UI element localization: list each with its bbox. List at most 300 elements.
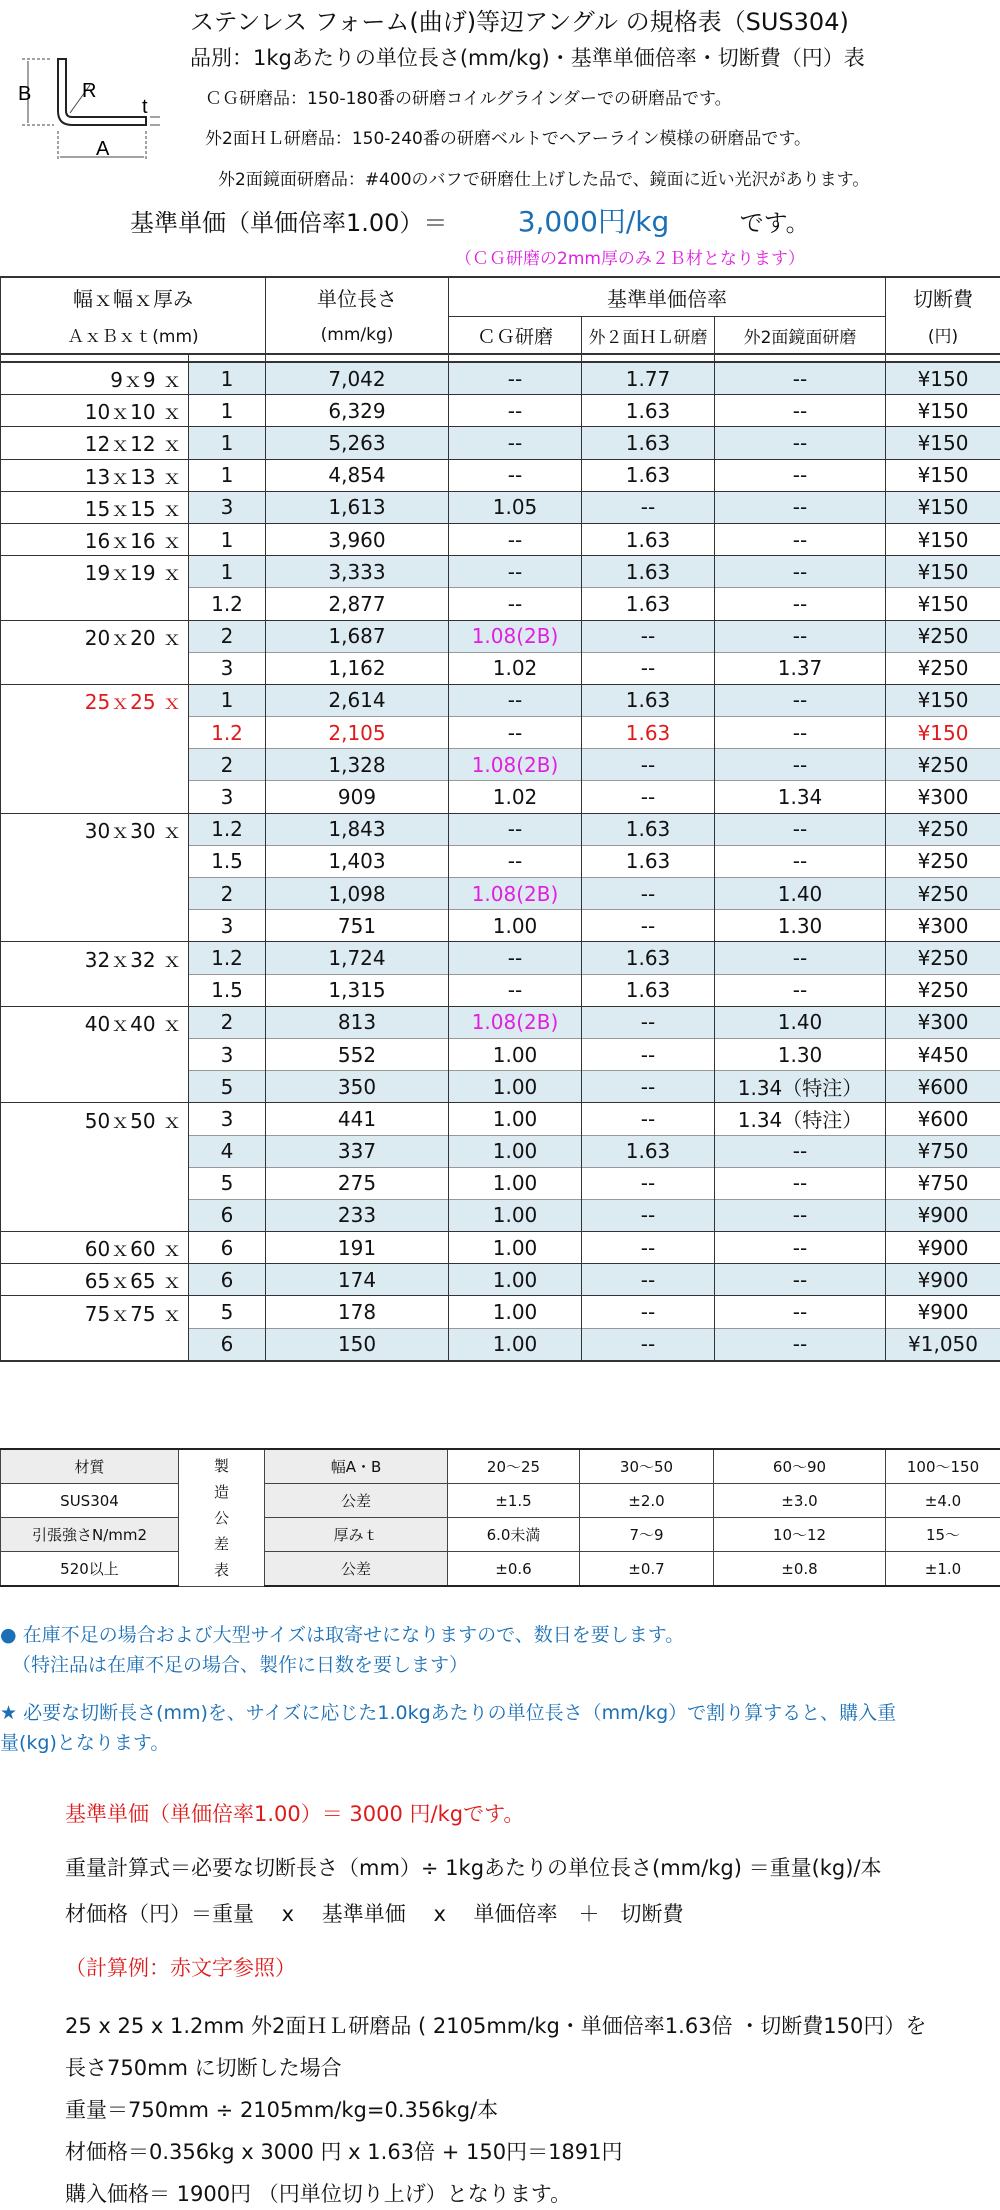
cut-fee-cell: ¥300 [886,781,1000,813]
base-rate-label: 基準単価（単価倍率1.00）＝ [130,209,448,237]
table-row [1,781,1000,813]
table-row [1,717,1000,749]
cut-fee-cell: ¥150 [886,588,1000,620]
base-rate-suffix: です。 [739,209,810,237]
header-unit-length: 単位長さ [266,277,449,317]
mirror-rate-cell: 1.40 [715,1006,886,1038]
label-a: A [96,138,110,160]
mirror-rate-cell: -- [715,717,886,749]
cg-rate-cell: 1.02 [449,781,582,813]
cg-rate-cell: -- [449,684,582,716]
cut-fee-cell: ¥250 [886,845,1000,877]
unit-length-cell: 1,843 [266,813,449,845]
thick-tol: ±0.6 [448,1552,580,1587]
cg-rate-cell: 1.00 [449,1167,582,1199]
mirror-rate-cell: -- [715,427,886,459]
hl-rate-cell: -- [582,1071,715,1103]
cg-rate-cell: 1.02 [449,652,582,684]
size-cell [1,717,189,749]
thickness-cell: 1 [189,556,266,588]
mirror-rate-cell: -- [715,362,886,395]
size-cell: 50ｘ50 ｘ [1,1103,189,1135]
mirror-rate-cell: -- [715,974,886,1006]
cg-rate-cell: -- [449,556,582,588]
unit-length-cell: 751 [266,910,449,942]
header-hl: 外２面ＨＬ研磨 [582,317,715,355]
hl-rate-cell: 1.63 [582,974,715,1006]
cut-fee-cell: ¥1,050 [886,1328,1000,1361]
table-row [1,1232,1000,1264]
mirror-rate-cell: -- [715,1328,886,1361]
size-cell [1,1167,189,1199]
size-cell: 16ｘ16 ｘ [1,523,189,555]
thick-range: 6.0未満 [448,1518,580,1552]
hl-rate-cell: -- [582,1232,715,1264]
mirror-rate-cell: -- [715,588,886,620]
tensile-value: 520以上 [1,1552,179,1587]
header-cg: ＣＧ研磨 [449,317,582,355]
header-size-sub: ＡｘＢｘｔ(mm) [1,317,266,355]
calc-note-2: 量(kg)となります。 [0,1732,170,1754]
width-tol: ±4.0 [886,1484,1000,1518]
hl-rate-cell: -- [582,749,715,781]
thickness-cell: 1.5 [189,845,266,877]
cg-rate-cell: -- [449,974,582,1006]
cg-rate-cell: -- [449,717,582,749]
cg-rate-cell: -- [449,845,582,877]
cg-rate-cell: 1.00 [449,1135,582,1167]
thickness-cell: 1 [189,684,266,716]
size-cell [1,1135,189,1167]
size-cell [1,588,189,620]
unit-length-cell: 6,329 [266,395,449,427]
thickness-cell: 3 [189,910,266,942]
mirror-rate-cell: -- [715,1199,886,1231]
table-row [1,813,1000,845]
mirror-rate-cell: -- [715,1167,886,1199]
table-row [1,395,1000,427]
mirror-rate-cell: -- [715,556,886,588]
tolerance-table [0,1448,1000,1587]
cut-fee-cell: ¥600 [886,1103,1000,1135]
width-tol: ±2.0 [580,1484,714,1518]
hl-rate-cell: 1.63 [582,717,715,749]
cut-fee-cell: ¥150 [886,395,1000,427]
table-row [1,427,1000,459]
thickness-cell: 6 [189,1328,266,1361]
table-row [1,942,1000,974]
table-row [1,878,1000,910]
cut-fee-cell: ¥250 [886,749,1000,781]
cut-fee-cell: ¥150 [886,684,1000,716]
size-cell: 13ｘ13 ｘ [1,459,189,491]
base-rate-value: 3,000円/kg [517,205,670,238]
table-row [1,1296,1000,1328]
hl-rate-cell: -- [582,910,715,942]
size-cell [1,1328,189,1361]
unit-length-cell: 1,724 [266,942,449,974]
stock-note-1: ● 在庫不足の場合および大型サイズは取寄せになりますので、数日を要します。 [0,1624,685,1646]
cut-fee-cell: ¥250 [886,878,1000,910]
cut-fee-cell: ¥250 [886,942,1000,974]
thickness-cell: 2 [189,749,266,781]
cg-rate-cell: 1.00 [449,910,582,942]
size-cell [1,1199,189,1231]
size-cell: 40ｘ40 ｘ [1,1006,189,1038]
thickness-cell: 1 [189,395,266,427]
mirror-rate-cell: -- [715,845,886,877]
mirror-rate-cell: 1.30 [715,910,886,942]
hl-rate-cell: 1.63 [582,427,715,459]
calc-example-1: 25 x 25 x 1.2mm 外2面ＨＬ研磨品 ( 2105mm/kg・単価倍率1.63倍 ・切断費150円）を [65,2014,927,2038]
thickness-cell: 6 [189,1264,266,1296]
hl-rate-cell: -- [582,1296,715,1328]
width-range: 20〜25 [448,1449,580,1484]
calc-example-5: 購入価格＝ 1900円 （円単位切り上げ）となります。 [65,2182,572,2206]
cg-rate-cell: 1.08(2B) [449,878,582,910]
cg-rate-cell: -- [449,362,582,395]
size-cell: 9ｘ9 ｘ [1,362,189,395]
page-subtitle: 品別：1kgあたりの単位長さ(mm/kg)・基準単価倍率・切断費（円）表 [190,46,865,70]
cut-fee-cell: ¥450 [886,1038,1000,1070]
thickness-cell: 1.2 [189,717,266,749]
size-cell: 19ｘ19 ｘ [1,556,189,588]
table-row [1,910,1000,942]
stock-note-2: （特注品は在庫不足の場合、製作に日数を要します） [12,1654,469,1676]
angle-diagram [14,55,164,170]
thickness-cell: 3 [189,781,266,813]
table-row [1,1038,1000,1070]
hl-rate-cell: 1.63 [582,845,715,877]
hl-rate-cell: -- [582,1006,715,1038]
cut-fee-cell: ¥150 [886,717,1000,749]
cut-fee-cell: ¥900 [886,1199,1000,1231]
hl-rate-cell: -- [582,1167,715,1199]
note-hl: 外2面ＨＬ研磨品：150-240番の研磨ベルトでヘアーライン模様の研磨品です。 [205,129,811,149]
hl-rate-cell: -- [582,620,715,652]
thickness-cell: 1 [189,362,266,395]
cut-fee-cell: ¥300 [886,1006,1000,1038]
unit-length-cell: 1,162 [266,652,449,684]
width-tol: ±1.5 [448,1484,580,1518]
hl-rate-cell: 1.63 [582,556,715,588]
header-cut-fee-sub: (円) [886,317,1000,355]
cg-rate-cell: 1.00 [449,1264,582,1296]
cut-fee-cell: ¥900 [886,1232,1000,1264]
tol-label: 公差 [265,1552,448,1587]
thick-tol: ±0.7 [580,1552,714,1587]
cg-rate-cell: -- [449,427,582,459]
header-unit-length-sub: (mm/kg) [266,317,449,355]
unit-length-cell: 2,877 [266,588,449,620]
unit-length-cell: 4,854 [266,459,449,491]
hl-rate-cell: 1.63 [582,523,715,555]
hl-rate-cell: -- [582,1038,715,1070]
thickness-cell: 2 [189,620,266,652]
width-range: 100〜150 [886,1449,1000,1484]
cg-rate-cell: 1.05 [449,491,582,523]
table-row [1,684,1000,716]
unit-length-cell: 7,042 [266,362,449,395]
unit-length-cell: 337 [266,1135,449,1167]
label-b: B [18,83,32,105]
mirror-rate-cell: -- [715,1135,886,1167]
hl-rate-cell: 1.63 [582,395,715,427]
table-row [1,749,1000,781]
unit-length-cell: 2,614 [266,684,449,716]
cut-fee-cell: ¥750 [886,1167,1000,1199]
size-cell: 12ｘ12 ｘ [1,427,189,459]
thickness-cell: 5 [189,1071,266,1103]
size-cell [1,749,189,781]
cg-rate-cell: 1.08(2B) [449,620,582,652]
unit-length-cell: 1,687 [266,620,449,652]
cut-fee-cell: ¥250 [886,974,1000,1006]
hl-rate-cell: -- [582,491,715,523]
width-label: 幅A・B [265,1449,448,1484]
size-cell [1,781,189,813]
note-cg: ＣＧ研磨品：150-180番の研磨コイルグラインダーでの研磨品です。 [205,89,732,109]
hl-rate-cell: -- [582,1199,715,1231]
table-row [1,974,1000,1006]
header-mirror: 外2面鏡面研磨 [715,317,886,355]
cg-rate-cell: 1.00 [449,1199,582,1231]
thick-label: 厚みｔ [265,1518,448,1552]
table-row [1,1167,1000,1199]
vertical-label: 製 造 公 差 表 [179,1449,265,1586]
hl-rate-cell: -- [582,878,715,910]
unit-length-cell: 3,333 [266,556,449,588]
size-cell: 75ｘ75 ｘ [1,1296,189,1328]
cut-fee-cell: ¥250 [886,652,1000,684]
table-row [1,1328,1000,1361]
cut-fee-cell: ¥750 [886,1135,1000,1167]
calc-example-2: 長さ750mm に切断した場合 [65,2056,342,2080]
cg-rate-cell: 1.08(2B) [449,1006,582,1038]
mirror-rate-cell: 1.34（特注） [715,1071,886,1103]
calc-example-label: （計算例：赤文字参照） [65,1956,296,1980]
mirror-rate-cell: -- [715,1264,886,1296]
hl-rate-cell: 1.63 [582,588,715,620]
cut-fee-cell: ¥900 [886,1264,1000,1296]
calc-formula-weight: 重量計算式＝必要な切断長さ（mm）÷ 1kgあたりの単位長さ(mm/kg) ＝重量(kg)/本 [65,1856,882,1880]
unit-length-cell: 1,403 [266,845,449,877]
size-cell: 15ｘ15 ｘ [1,491,189,523]
unit-length-cell: 174 [266,1264,449,1296]
thick-tol: ±1.0 [886,1552,1000,1587]
cg-rate-cell: 1.00 [449,1328,582,1361]
width-range: 60〜90 [714,1449,886,1484]
thickness-cell: 3 [189,491,266,523]
unit-length-cell: 150 [266,1328,449,1361]
table-row [1,1199,1000,1231]
table-row [1,1264,1000,1296]
mirror-rate-cell: -- [715,749,886,781]
cg-rate-cell: 1.00 [449,1071,582,1103]
width-tol: ±3.0 [714,1484,886,1518]
page-title: ステンレス フォーム(曲げ)等辺アングル の規格表（SUS304) [190,8,849,36]
thickness-cell: 1 [189,523,266,555]
calc-example-3: 重量＝750mm ÷ 2105mm/kg=0.356kg/本 [65,2098,499,2122]
label-r: R [82,80,97,102]
thickness-cell: 5 [189,1167,266,1199]
thick-range: 10〜12 [714,1518,886,1552]
thick-range: 7〜9 [580,1518,714,1552]
cg-rate-cell: -- [449,942,582,974]
size-cell [1,1071,189,1103]
size-cell [1,910,189,942]
table-row [1,1071,1000,1103]
thickness-cell: 3 [189,1103,266,1135]
hl-rate-cell: 1.63 [582,942,715,974]
mirror-rate-cell: -- [715,620,886,652]
mirror-rate-cell: 1.40 [715,878,886,910]
cut-fee-cell: ¥150 [886,427,1000,459]
mirror-rate-cell: 1.37 [715,652,886,684]
unit-length-cell: 552 [266,1038,449,1070]
hl-rate-cell: 1.63 [582,459,715,491]
table-row [1,556,1000,588]
hl-rate-cell: -- [582,1328,715,1361]
mirror-rate-cell: 1.30 [715,1038,886,1070]
size-cell: 25ｘ25 ｘ [1,684,189,716]
calc-base: 基準単価（単価倍率1.00）＝ 3000 円/kgです。 [65,1802,525,1826]
unit-length-cell: 350 [266,1071,449,1103]
thickness-cell: 1 [189,427,266,459]
size-cell [1,878,189,910]
thick-range: 15〜 [886,1518,1000,1552]
unit-length-cell: 233 [266,1199,449,1231]
size-cell [1,1038,189,1070]
tol-label: 公差 [265,1484,448,1518]
mirror-rate-cell: -- [715,684,886,716]
unit-length-cell: 1,328 [266,749,449,781]
thickness-cell: 3 [189,652,266,684]
label-t: t [142,96,148,118]
table-row [1,1006,1000,1038]
cut-fee-cell: ¥600 [886,1071,1000,1103]
cg-rate-cell: 1.00 [449,1103,582,1135]
table-row [1,845,1000,877]
unit-length-cell: 3,960 [266,523,449,555]
cg-rate-cell: -- [449,523,582,555]
hl-rate-cell: 1.63 [582,813,715,845]
header-size: 幅ｘ幅ｘ厚み [1,277,266,317]
calc-example-4: 材価格＝0.356kg x 3000 円 x 1.63倍 + 150円＝1891円 [65,2140,623,2164]
thickness-cell: 1.5 [189,974,266,1006]
hl-rate-cell: 1.63 [582,1135,715,1167]
tensile-label: 引張強さN/mm2 [1,1518,179,1552]
table-row [1,652,1000,684]
unit-length-cell: 441 [266,1103,449,1135]
size-cell: 65ｘ65 ｘ [1,1264,189,1296]
thickness-cell: 3 [189,1038,266,1070]
header-base-rate: 基準単価倍率 [449,277,886,317]
thickness-cell: 1.2 [189,813,266,845]
cut-fee-cell: ¥150 [886,556,1000,588]
cg-rate-cell: -- [449,588,582,620]
unit-length-cell: 178 [266,1296,449,1328]
size-cell: 30ｘ30 ｘ [1,813,189,845]
width-range: 30〜50 [580,1449,714,1484]
calc-note-1: ★ 必要な切断長さ(mm)を、サイズに応じた1.0kgあたりの単位長さ（mm/kg）で割り算すると、購入重 [0,1702,897,1724]
base-rate-line [130,200,980,240]
cut-fee-cell: ¥300 [886,910,1000,942]
table-row [1,1103,1000,1135]
hl-rate-cell: 1.63 [582,684,715,716]
cg-rate-cell: 1.08(2B) [449,749,582,781]
pink-note: （ＣＧ研磨の2mm厚のみ２Ｂ材となります） [455,249,805,269]
mirror-rate-cell: -- [715,459,886,491]
thickness-cell: 5 [189,1296,266,1328]
hl-rate-cell: 1.77 [582,362,715,395]
spec-table [0,276,1000,1362]
table-row [1,523,1000,555]
unit-length-cell: 909 [266,781,449,813]
calc-formula-price: 材価格（円）＝重量 x 基準単価 x 単価倍率 ＋ 切断費 [65,1902,684,1926]
size-cell [1,974,189,1006]
cg-rate-cell: -- [449,459,582,491]
table-row [1,491,1000,523]
cut-fee-cell: ¥150 [886,459,1000,491]
mirror-rate-cell: 1.34（特注） [715,1103,886,1135]
unit-length-cell: 1,315 [266,974,449,1006]
table-row [1,362,1000,395]
size-cell: 60ｘ60 ｘ [1,1232,189,1264]
size-cell: 20ｘ20 ｘ [1,620,189,652]
cg-rate-cell: 1.00 [449,1038,582,1070]
cut-fee-cell: ¥250 [886,620,1000,652]
unit-length-cell: 1,613 [266,491,449,523]
thickness-cell: 1.2 [189,942,266,974]
cg-rate-cell: 1.00 [449,1296,582,1328]
table-row [1,620,1000,652]
mirror-rate-cell: -- [715,395,886,427]
unit-length-cell: 1,098 [266,878,449,910]
cg-rate-cell: 1.00 [449,1232,582,1264]
size-cell [1,652,189,684]
hl-rate-cell: -- [582,781,715,813]
thick-tol: ±0.8 [714,1552,886,1587]
mirror-rate-cell: -- [715,1296,886,1328]
material-value: SUS304 [1,1484,179,1518]
size-cell: 32ｘ32 ｘ [1,942,189,974]
size-cell: 10ｘ10 ｘ [1,395,189,427]
thickness-cell: 4 [189,1135,266,1167]
cut-fee-cell: ¥150 [886,523,1000,555]
table-row [1,1135,1000,1167]
mirror-rate-cell: -- [715,942,886,974]
table-row [1,459,1000,491]
unit-length-cell: 191 [266,1232,449,1264]
cg-rate-cell: -- [449,395,582,427]
unit-length-cell: 813 [266,1006,449,1038]
mirror-rate-cell: -- [715,813,886,845]
unit-length-cell: 275 [266,1167,449,1199]
thickness-cell: 6 [189,1232,266,1264]
cut-fee-cell: ¥250 [886,813,1000,845]
cut-fee-cell: ¥150 [886,362,1000,395]
cg-rate-cell: -- [449,813,582,845]
material-label: 材質 [1,1449,179,1484]
mirror-rate-cell: -- [715,1232,886,1264]
mirror-rate-cell: 1.34 [715,781,886,813]
thickness-cell: 1 [189,459,266,491]
unit-length-cell: 5,263 [266,427,449,459]
thickness-cell: 2 [189,878,266,910]
mirror-rate-cell: -- [715,523,886,555]
hl-rate-cell: -- [582,652,715,684]
